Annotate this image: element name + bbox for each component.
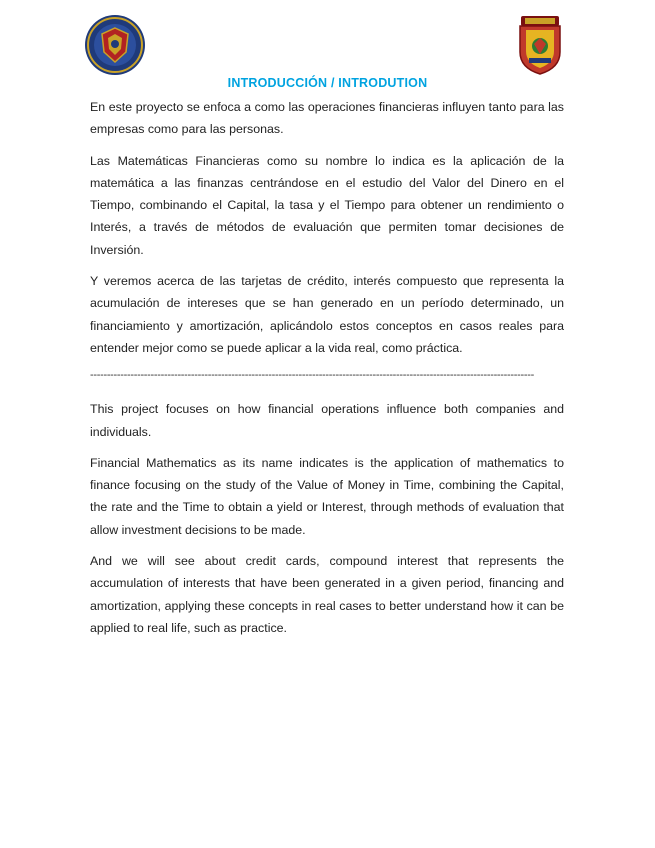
document-body — [90, 96, 564, 648]
english-paragraph-3: And we will see about credit cards, compound interest that represents the accumulation of interests that have been generated in a given period, financing and amortization, applying these concepts in real cases to better understand how it can be applied to real life, such as practice. — [90, 554, 564, 635]
faculty-shield-icon — [517, 14, 563, 76]
spanish-paragraph-3: Y veremos acerca de las tarjetas de crédito, interés compuesto que representa la acumulación de intereses que se han generado en un período determinado, un financiamiento y amortización, aplicándolo estos conceptos en casos reales para entender mejor como se puede aplicar a la vida real, como práctica. — [90, 274, 564, 355]
university-seal-icon — [84, 14, 146, 76]
spanish-paragraph-2: Las Matemáticas Financieras como su nombre lo indica es la aplicación de la matemática a las finanzas centrándose en el estudio del Valor del Dinero en el Tiempo, combinando el Capital, la tasa y el Tiempo para obtener un rendimiento o Interés, a través de métodos de evaluación que permiten tomar decisiones de Inversión. — [90, 153, 564, 257]
page-title: INTRODUCCIÓN / INTRODUTION — [227, 76, 428, 90]
english-paragraph-2: Financial Mathematics as its name indicates is the application of mathematics to finance focusing on the study of the Value of Money in Time, combining the Capital, the rate and the Time to obtain a yield or Interest, through methods of evaluation that allow investment decisions to be made. — [90, 455, 564, 537]
english-paragraph-1: This project focuses on how financial operations influence both companies and individuals. — [90, 402, 564, 439]
spanish-paragraph-1: En este proyecto se enfoca a como las operaciones financieras influyen tanto para las empresas como para las personas. — [90, 100, 564, 137]
section-separator: ------------------------------------------------------------------------------------------------------------------------------------ — [90, 369, 534, 382]
